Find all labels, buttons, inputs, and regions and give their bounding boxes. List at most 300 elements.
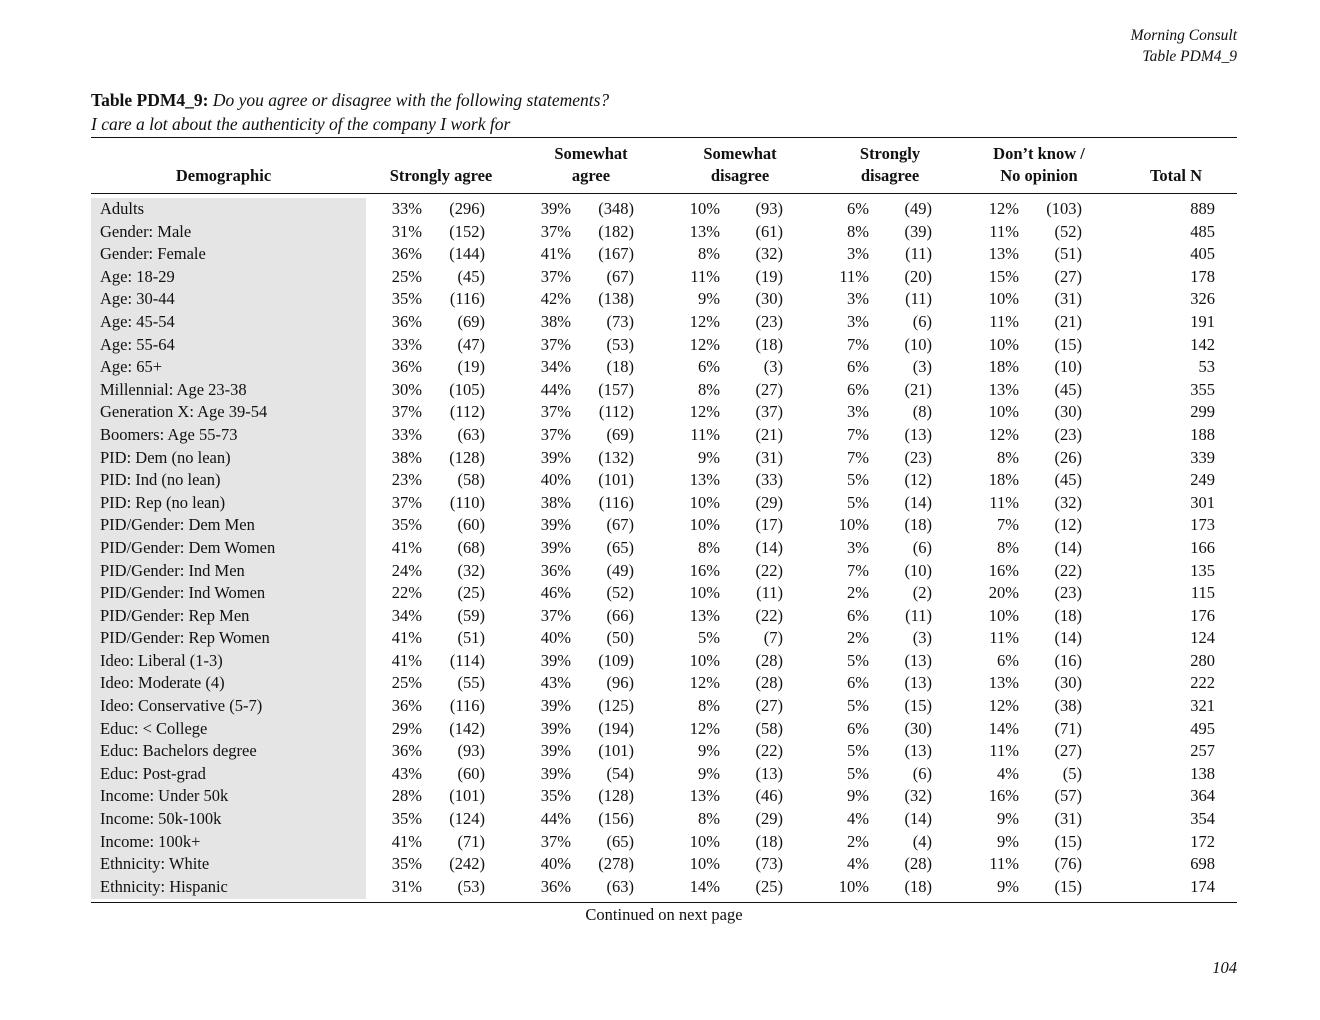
table-row: [91, 198, 1237, 221]
cell-swa: 46%: [540, 583, 571, 603]
cell-swdn: (21): [755, 424, 783, 444]
cell-swd: 13%: [689, 470, 720, 490]
cell-sd: 7%: [847, 334, 869, 354]
table-row: [91, 379, 1237, 402]
cell-swan: (65): [606, 831, 634, 851]
cell-swa: 38%: [540, 492, 571, 512]
cell-sdn: (15): [904, 696, 932, 716]
cell-san: (128): [449, 447, 485, 467]
cell-swdn: (13): [755, 763, 783, 783]
cell-sd: 5%: [847, 492, 869, 512]
cell-swan: (116): [598, 492, 634, 512]
cell-sd: 6%: [847, 718, 869, 738]
row-label: Age: 45-54: [100, 311, 175, 331]
cell-dk: 9%: [997, 809, 1019, 829]
cell-dk: 10%: [988, 334, 1019, 354]
row-label: PID/Gender: Ind Women: [100, 583, 266, 603]
table-row: [91, 221, 1237, 244]
cell-dkn: (51): [1054, 244, 1082, 264]
cell-dk: 8%: [997, 537, 1019, 557]
cell-swa: 35%: [540, 786, 571, 806]
cell-swdn: (37): [755, 402, 783, 422]
cell-swan: (125): [598, 696, 634, 716]
cell-san: (124): [449, 809, 485, 829]
table-row: [91, 831, 1237, 854]
cell-n: 698: [1190, 854, 1215, 874]
cell-swd: 8%: [698, 379, 720, 399]
cell-n: 405: [1190, 244, 1215, 264]
cell-dkn: (30): [1054, 673, 1082, 693]
cell-sa: 24%: [391, 560, 422, 580]
cell-dkn: (12): [1054, 515, 1082, 535]
row-label: Gender: Male: [100, 221, 192, 241]
cell-sd: 3%: [847, 311, 869, 331]
table-row: [91, 718, 1237, 741]
cell-san: (25): [457, 583, 485, 603]
cell-dkn: (23): [1054, 424, 1082, 444]
cell-sd: 5%: [847, 650, 869, 670]
table-row: [91, 492, 1237, 515]
cell-swan: (167): [598, 244, 634, 264]
cell-swa: 40%: [540, 628, 571, 648]
cell-dkn: (22): [1054, 560, 1082, 580]
cell-sdn: (13): [904, 424, 932, 444]
cell-swdn: (30): [755, 289, 783, 309]
running-header: [1131, 25, 1237, 67]
cell-sdn: (13): [904, 650, 932, 670]
cell-swdn: (27): [755, 696, 783, 716]
cell-dkn: (30): [1054, 402, 1082, 422]
cell-n: 355: [1190, 379, 1215, 399]
cell-swd: 8%: [698, 244, 720, 264]
cell-sa: 35%: [391, 809, 422, 829]
cell-swdn: (93): [755, 199, 783, 218]
table-id: Table PDM4_9: [1142, 48, 1237, 65]
cell-dkn: (45): [1054, 379, 1082, 399]
table-row: [91, 672, 1237, 695]
cell-sdn: (12): [904, 470, 932, 490]
cell-dkn: (14): [1054, 537, 1082, 557]
cell-san: (144): [449, 244, 485, 264]
row-label: Boomers: Age 55-73: [100, 424, 238, 444]
cell-n: 166: [1190, 537, 1215, 557]
cell-dk: 18%: [988, 357, 1019, 377]
cell-swd: 12%: [689, 718, 720, 738]
cell-san: (63): [457, 424, 485, 444]
table-header: [91, 138, 1237, 193]
cell-sd: 2%: [847, 831, 869, 851]
table-row: [91, 605, 1237, 628]
cell-swa: 39%: [540, 447, 571, 467]
row-label: PID/Gender: Rep Men: [100, 605, 250, 625]
cell-sdn: (6): [912, 311, 932, 331]
row-label: Gender: Female: [100, 244, 206, 264]
cell-san: (51): [457, 628, 485, 648]
cell-swd: 13%: [689, 786, 720, 806]
table-row: [91, 763, 1237, 786]
cell-sdn: (20): [904, 266, 932, 286]
cell-swa: 39%: [540, 718, 571, 738]
cell-swdn: (32): [755, 244, 783, 264]
cell-sdn: (14): [904, 492, 932, 512]
cell-swa: 34%: [540, 357, 571, 377]
cell-swa: 37%: [540, 334, 571, 354]
table-row: [91, 266, 1237, 289]
cell-sa: 22%: [391, 583, 422, 603]
cell-sdn: (39): [904, 221, 932, 241]
cell-swan: (348): [598, 199, 634, 218]
cell-dk: 16%: [988, 560, 1019, 580]
cell-n: 339: [1190, 447, 1215, 467]
cell-san: (58): [457, 470, 485, 490]
cell-sd: 7%: [847, 560, 869, 580]
cell-swdn: (22): [755, 741, 783, 761]
row-label: Educ: < College: [100, 718, 208, 738]
cell-dkn: (16): [1054, 650, 1082, 670]
cell-swan: (65): [606, 537, 634, 557]
cell-n: 176: [1190, 605, 1215, 625]
cell-swd: 12%: [689, 402, 720, 422]
cell-san: (116): [449, 289, 485, 309]
cell-san: (60): [457, 763, 485, 783]
cell-dkn: (15): [1054, 334, 1082, 354]
cell-sdn: (28): [904, 854, 932, 874]
cell-sa: 29%: [391, 718, 422, 738]
cell-san: (47): [457, 334, 485, 354]
cell-dk: 20%: [988, 583, 1019, 603]
cell-swdn: (46): [755, 786, 783, 806]
cell-swd: 10%: [689, 199, 720, 218]
table-row: [91, 740, 1237, 763]
cell-sd: 4%: [847, 854, 869, 874]
table-row: [91, 650, 1237, 673]
cell-dkn: (38): [1054, 696, 1082, 716]
cell-swa: 44%: [540, 379, 571, 399]
cell-swan: (50): [606, 628, 634, 648]
row-label: PID: Dem (no lean): [100, 447, 231, 467]
cell-sa: 37%: [391, 402, 422, 422]
row-label: Income: Under 50k: [100, 786, 229, 806]
continued-note: Continued on next page: [585, 905, 743, 925]
cell-san: (45): [457, 266, 485, 286]
cell-n: 142: [1190, 334, 1215, 354]
cell-sa: 37%: [391, 492, 422, 512]
row-label: Ideo: Liberal (1-3): [100, 650, 223, 670]
cell-dk: 13%: [988, 379, 1019, 399]
crosstab-table: [91, 137, 1237, 926]
cell-swan: (101): [598, 470, 634, 490]
cell-swa: 39%: [540, 199, 571, 218]
table-row: [91, 401, 1237, 424]
cell-dk: 18%: [988, 470, 1019, 490]
cell-swa: 37%: [540, 605, 571, 625]
cell-n: 364: [1190, 786, 1215, 806]
cell-dkn: (27): [1054, 266, 1082, 286]
cell-sa: 33%: [391, 424, 422, 444]
cell-sa: 36%: [391, 357, 422, 377]
table-row: [91, 876, 1237, 899]
col-header-somewhat-disagree: Somewhat disagree: [703, 144, 777, 185]
row-label: PID: Ind (no lean): [100, 470, 221, 490]
cell-san: (112): [449, 402, 485, 422]
cell-sa: 36%: [391, 741, 422, 761]
table-row: [91, 695, 1237, 718]
page-number: 104: [1212, 958, 1237, 977]
cell-swdn: (31): [755, 447, 783, 467]
cell-dk: 12%: [988, 424, 1019, 444]
cell-swdn: (18): [755, 831, 783, 851]
cell-swan: (96): [606, 673, 634, 693]
cell-san: (101): [449, 786, 485, 806]
row-label: Age: 30-44: [100, 289, 175, 309]
cell-swd: 12%: [689, 673, 720, 693]
cell-san: (32): [457, 560, 485, 580]
caption-question: Do you agree or disagree with the following statements?: [212, 90, 610, 110]
cell-swan: (73): [606, 311, 634, 331]
cell-swan: (101): [598, 741, 634, 761]
cell-swan: (157): [598, 379, 634, 399]
cell-n: 135: [1190, 560, 1215, 580]
cell-n: 172: [1190, 831, 1215, 851]
cell-sdn: (13): [904, 673, 932, 693]
cell-swd: 9%: [698, 447, 720, 467]
cell-san: (68): [457, 537, 485, 557]
cell-sd: 5%: [847, 741, 869, 761]
cell-sdn: (21): [904, 379, 932, 399]
cell-swd: 10%: [689, 515, 720, 535]
cell-dk: 12%: [988, 696, 1019, 716]
cell-swd: 10%: [689, 650, 720, 670]
row-label: Ideo: Conservative (5-7): [100, 696, 263, 716]
cell-sdn: (30): [904, 718, 932, 738]
cell-sa: 31%: [391, 221, 422, 241]
cell-dk: 6%: [997, 650, 1019, 670]
cell-sdn: (49): [904, 199, 932, 218]
cell-n: 299: [1190, 402, 1215, 422]
cell-n: 124: [1190, 628, 1215, 648]
cell-sdn: (3): [912, 357, 932, 377]
table-row: [91, 424, 1237, 447]
row-label: Millennial: Age 23-38: [100, 379, 247, 399]
table-row: [91, 311, 1237, 334]
cell-swdn: (25): [755, 876, 783, 896]
row-label: PID: Rep (no lean): [100, 492, 226, 512]
cell-sdn: (32): [904, 786, 932, 806]
cell-san: (93): [457, 741, 485, 761]
cell-dk: 4%: [997, 763, 1019, 783]
cell-swa: 42%: [540, 289, 571, 309]
cell-swdn: (14): [755, 537, 783, 557]
cell-sd: 3%: [847, 244, 869, 264]
cell-sd: 6%: [847, 673, 869, 693]
cell-dk: 13%: [988, 673, 1019, 693]
table-row: [91, 808, 1237, 831]
row-label: PID/Gender: Dem Women: [100, 537, 276, 557]
cell-swan: (18): [606, 357, 634, 377]
row-label: PID/Gender: Ind Men: [100, 560, 245, 580]
cell-sa: 33%: [391, 334, 422, 354]
cell-n: 138: [1190, 763, 1215, 783]
row-label: Age: 55-64: [100, 334, 175, 354]
cell-n: 249: [1190, 470, 1215, 490]
cell-n: 301: [1190, 492, 1215, 512]
cell-sd: 8%: [847, 221, 869, 241]
cell-swan: (54): [606, 763, 634, 783]
cell-swdn: (19): [755, 266, 783, 286]
cell-dk: 13%: [988, 244, 1019, 264]
cell-swa: 40%: [540, 854, 571, 874]
cell-n: 889: [1190, 199, 1215, 218]
cell-swan: (69): [606, 424, 634, 444]
cell-sdn: (14): [904, 809, 932, 829]
cell-n: 280: [1190, 650, 1215, 670]
cell-swa: 38%: [540, 311, 571, 331]
row-label: Age: 18-29: [100, 266, 175, 286]
cell-swd: 10%: [689, 492, 720, 512]
cell-n: 188: [1190, 424, 1215, 444]
cell-sdn: (18): [904, 876, 932, 896]
cell-san: (19): [457, 357, 485, 377]
cell-n: 257: [1190, 741, 1215, 761]
cell-swan: (182): [598, 221, 634, 241]
col-header-total-n: Total N: [1149, 166, 1203, 185]
cell-sd: 5%: [847, 470, 869, 490]
cell-sa: 36%: [391, 696, 422, 716]
cell-n: 485: [1190, 221, 1215, 241]
cell-sa: 35%: [391, 854, 422, 874]
row-label: Educ: Post-grad: [100, 763, 206, 783]
cell-dkn: (18): [1054, 605, 1082, 625]
cell-san: (142): [449, 718, 485, 738]
cell-sdn: (2): [912, 583, 932, 603]
cell-dk: 11%: [989, 221, 1019, 241]
cell-sdn: (6): [912, 763, 932, 783]
row-label: PID/Gender: Rep Women: [100, 628, 270, 648]
table-row: [91, 356, 1237, 379]
cell-n: 115: [1190, 583, 1215, 603]
row-label: PID/Gender: Dem Men: [100, 515, 255, 535]
cell-swd: 5%: [698, 628, 720, 648]
cell-sa: 25%: [391, 266, 422, 286]
cell-swdn: (18): [755, 334, 783, 354]
cell-san: (55): [457, 673, 485, 693]
cell-dkn: (76): [1054, 854, 1082, 874]
cell-sa: 31%: [391, 876, 422, 896]
cell-swdn: (58): [755, 718, 783, 738]
cell-dkn: (71): [1054, 718, 1082, 738]
cell-swd: 12%: [689, 311, 720, 331]
cell-sd: 5%: [847, 696, 869, 716]
cell-sd: 7%: [847, 447, 869, 467]
cell-sd: 6%: [847, 379, 869, 399]
cell-sdn: (11): [905, 605, 932, 625]
cell-swa: 40%: [540, 470, 571, 490]
cell-sd: 2%: [847, 583, 869, 603]
cell-swa: 37%: [540, 221, 571, 241]
table-row: [91, 514, 1237, 537]
cell-dk: 11%: [989, 628, 1019, 648]
cell-dk: 12%: [988, 199, 1019, 218]
cell-swdn: (73): [755, 854, 783, 874]
cell-swdn: (29): [755, 809, 783, 829]
cell-swdn: (28): [755, 650, 783, 670]
cell-sd: 2%: [847, 628, 869, 648]
cell-dk: 10%: [988, 289, 1019, 309]
cell-swdn: (28): [755, 673, 783, 693]
cell-dk: 14%: [988, 718, 1019, 738]
cell-dkn: (15): [1054, 831, 1082, 851]
cell-sa: 34%: [391, 605, 422, 625]
cell-swd: 9%: [698, 763, 720, 783]
cell-swdn: (3): [763, 357, 783, 377]
cell-sd: 9%: [847, 786, 869, 806]
row-label: Ideo: Moderate (4): [100, 673, 225, 693]
cell-swd: 8%: [698, 537, 720, 557]
cell-swd: 14%: [689, 876, 720, 896]
cell-sd: 3%: [847, 537, 869, 557]
cell-dkn: (32): [1054, 492, 1082, 512]
org-name: Morning Consult: [1130, 27, 1237, 44]
cell-n: 174: [1190, 876, 1215, 896]
cell-dkn: (14): [1054, 628, 1082, 648]
cell-swan: (52): [606, 583, 634, 603]
cell-sd: 10%: [838, 876, 869, 896]
cell-swd: 12%: [689, 334, 720, 354]
cell-sd: 3%: [847, 402, 869, 422]
col-header-demographic: Demographic: [175, 166, 272, 185]
table-row: [91, 288, 1237, 311]
cell-dkn: (31): [1054, 289, 1082, 309]
cell-swdn: (17): [755, 515, 783, 535]
table-caption: [91, 88, 609, 136]
cell-swa: 39%: [540, 741, 571, 761]
cell-n: 191: [1190, 311, 1215, 331]
cell-swd: 9%: [698, 289, 720, 309]
caption-statement: I care a lot about the authenticity of the company I work for: [91, 114, 511, 134]
cell-sd: 10%: [838, 515, 869, 535]
cell-swan: (66): [606, 605, 634, 625]
cell-dkn: (15): [1054, 876, 1082, 896]
cell-sd: 6%: [847, 199, 869, 218]
cell-swan: (138): [598, 289, 634, 309]
cell-sd: 3%: [847, 289, 869, 309]
cell-dkn: (23): [1054, 583, 1082, 603]
cell-san: (152): [449, 221, 485, 241]
row-label: Educ: Bachelors degree: [100, 741, 257, 761]
cell-swd: 8%: [698, 696, 720, 716]
caption-label: Table PDM4_9:: [91, 90, 209, 110]
cell-swa: 39%: [540, 696, 571, 716]
col-header-strongly-agree: Strongly agree: [389, 166, 493, 185]
cell-sa: 41%: [391, 628, 422, 648]
cell-swa: 44%: [540, 809, 571, 829]
cell-san: (60): [457, 515, 485, 535]
row-label: Age: 65+: [100, 357, 163, 377]
cell-dk: 15%: [988, 266, 1019, 286]
cell-dk: 11%: [989, 741, 1019, 761]
cell-n: 354: [1190, 809, 1215, 829]
cell-dk: 8%: [997, 447, 1019, 467]
cell-swd: 10%: [689, 854, 720, 874]
cell-swan: (194): [598, 718, 634, 738]
cell-swd: 10%: [689, 831, 720, 851]
cell-swan: (63): [606, 876, 634, 896]
cell-san: (69): [457, 311, 485, 331]
cell-swa: 41%: [540, 244, 571, 264]
cell-swan: (49): [606, 560, 634, 580]
cell-n: 178: [1190, 266, 1215, 286]
cell-sa: 35%: [391, 515, 422, 535]
